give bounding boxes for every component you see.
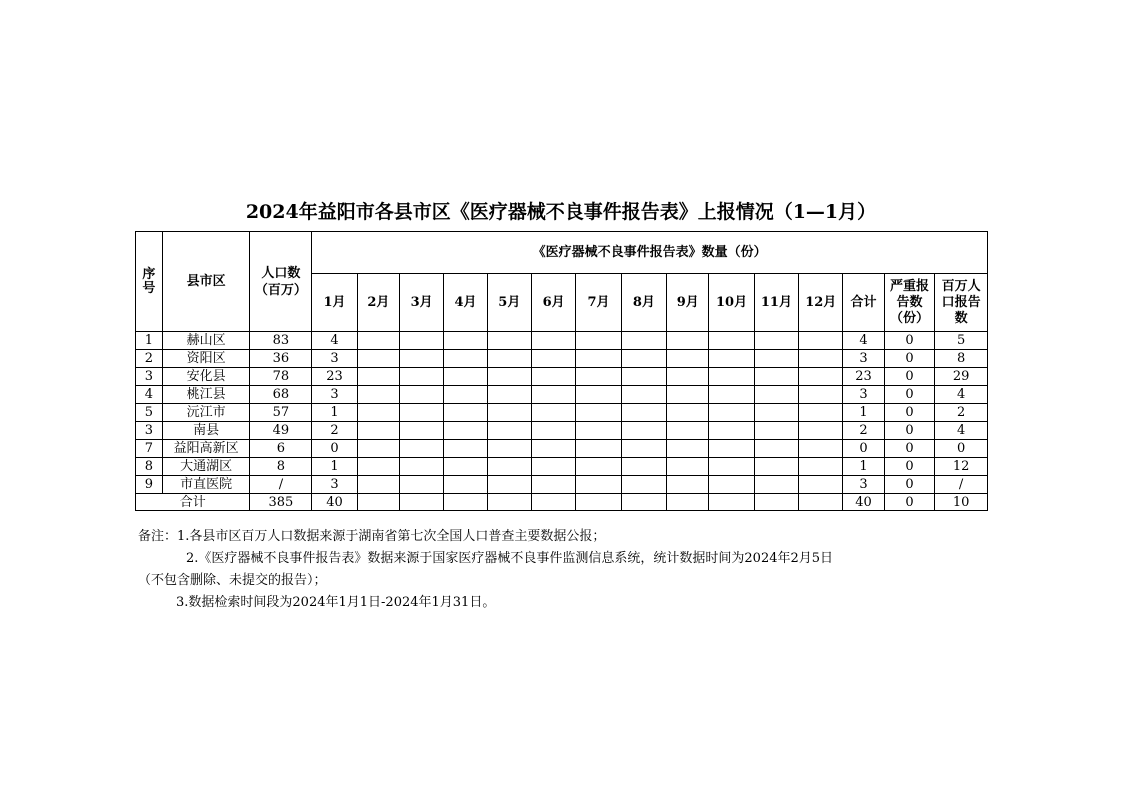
header-month: 11月 (754, 274, 798, 332)
cell-population: 385 (250, 494, 312, 511)
cell-seq: 3 (136, 422, 163, 440)
table-row (136, 458, 988, 476)
total-label: 合计 (136, 494, 250, 511)
cell-month-1: 1 (312, 458, 357, 476)
cell-per-million: 0 (935, 440, 988, 458)
cell-serious: 0 (884, 350, 935, 368)
cell-month-1: 2 (312, 422, 357, 440)
report-table (135, 231, 988, 511)
cell-seq: 8 (136, 458, 163, 476)
cell-population: / (250, 476, 312, 494)
cell-total: 4 (843, 332, 884, 350)
cell-per-million: 5 (935, 332, 988, 350)
cell-county: 大通湖区 (162, 458, 250, 476)
cell-per-million: 2 (935, 404, 988, 422)
table-row (136, 332, 988, 350)
cell-total: 3 (843, 386, 884, 404)
header-month: 10月 (709, 274, 754, 332)
cell-serious: 0 (884, 494, 935, 511)
cell-month-1: 4 (312, 332, 357, 350)
cell-population: 6 (250, 440, 312, 458)
cell-county: 南县 (162, 422, 250, 440)
total-row (136, 494, 988, 511)
table-row (136, 350, 988, 368)
cell-serious: 0 (884, 422, 935, 440)
header-population: 人口数（百万） (250, 232, 312, 332)
cell-population: 36 (250, 350, 312, 368)
note-line: （不包含删除、未提交的报告）； (138, 573, 327, 588)
cell-total: 0 (843, 440, 884, 458)
header-month: 9月 (667, 274, 709, 332)
cell-county: 市直医院 (162, 476, 250, 494)
header-seq: 序号 (136, 232, 163, 332)
header-month: 3月 (400, 274, 444, 332)
cell-per-million: / (935, 476, 988, 494)
cell-serious: 0 (884, 386, 935, 404)
cell-month-1: 40 (312, 494, 357, 511)
note-line: 2.《医疗器械不良事件报告表》数据来源于国家医疗器械不良事件监测信息系统，统计数据时间为2024年2月5日 (186, 551, 834, 566)
cell-total: 23 (843, 368, 884, 386)
table-row (136, 386, 988, 404)
cell-population: 78 (250, 368, 312, 386)
cell-county: 益阳高新区 (162, 440, 250, 458)
header-report-count-group: 《医疗器械不良事件报告表》数量（份） (312, 232, 988, 274)
cell-per-million: 29 (935, 368, 988, 386)
cell-month-1: 3 (312, 350, 357, 368)
header-serious: 严重报告数（份） (884, 274, 935, 332)
cell-seq: 7 (136, 440, 163, 458)
cell-total: 1 (843, 404, 884, 422)
cell-serious: 0 (884, 458, 935, 476)
cell-month-1: 0 (312, 440, 357, 458)
cell-population: 49 (250, 422, 312, 440)
header-month: 7月 (576, 274, 621, 332)
header-month: 1月 (312, 274, 357, 332)
cell-total: 1 (843, 458, 884, 476)
notes (138, 526, 998, 614)
note-line: 备注：1.各县市区百万人口数据来源于湖南省第七次全国人口普查主要数据公报； (138, 529, 606, 544)
cell-seq: 1 (136, 332, 163, 350)
table-row (136, 404, 988, 422)
cell-total: 3 (843, 476, 884, 494)
cell-per-million: 4 (935, 422, 988, 440)
cell-month-1: 3 (312, 386, 357, 404)
table-row (136, 368, 988, 386)
cell-per-million: 8 (935, 350, 988, 368)
cell-month-1: 3 (312, 476, 357, 494)
cell-seq: 4 (136, 386, 163, 404)
cell-county: 桃江县 (162, 386, 250, 404)
header-month: 5月 (487, 274, 531, 332)
cell-total: 2 (843, 422, 884, 440)
cell-seq: 2 (136, 350, 163, 368)
cell-serious: 0 (884, 440, 935, 458)
header-county: 县市区 (162, 232, 250, 332)
cell-month-1: 23 (312, 368, 357, 386)
cell-per-million: 10 (935, 494, 988, 511)
cell-seq: 5 (136, 404, 163, 422)
table-row (136, 476, 988, 494)
cell-population: 68 (250, 386, 312, 404)
cell-month-1: 1 (312, 404, 357, 422)
header-total: 合计 (843, 274, 884, 332)
cell-total: 40 (843, 494, 884, 511)
cell-per-million: 12 (935, 458, 988, 476)
cell-seq: 9 (136, 476, 163, 494)
header-month: 2月 (357, 274, 399, 332)
cell-serious: 0 (884, 332, 935, 350)
table-row (136, 440, 988, 458)
cell-county: 赫山区 (162, 332, 250, 350)
cell-population: 57 (250, 404, 312, 422)
cell-county: 沅江市 (162, 404, 250, 422)
cell-serious: 0 (884, 404, 935, 422)
header-month: 6月 (532, 274, 576, 332)
cell-total: 3 (843, 350, 884, 368)
cell-serious: 0 (884, 368, 935, 386)
header-month: 4月 (444, 274, 487, 332)
header-month: 12月 (799, 274, 843, 332)
table-row (136, 422, 988, 440)
cell-population: 8 (250, 458, 312, 476)
header-month: 8月 (621, 274, 666, 332)
note-line: 3.数据检索时间段为2024年1月1日-2024年1月31日。 (176, 595, 496, 610)
cell-county: 资阳区 (162, 350, 250, 368)
page-title: 2024年益阳市各县市区《医疗器械不良事件报告表》上报情况（1—1月） (245, 201, 877, 223)
cell-serious: 0 (884, 476, 935, 494)
cell-seq: 3 (136, 368, 163, 386)
cell-per-million: 4 (935, 386, 988, 404)
cell-population: 83 (250, 332, 312, 350)
cell-county: 安化县 (162, 368, 250, 386)
header-per-million: 百万人口报告数 (935, 274, 988, 332)
